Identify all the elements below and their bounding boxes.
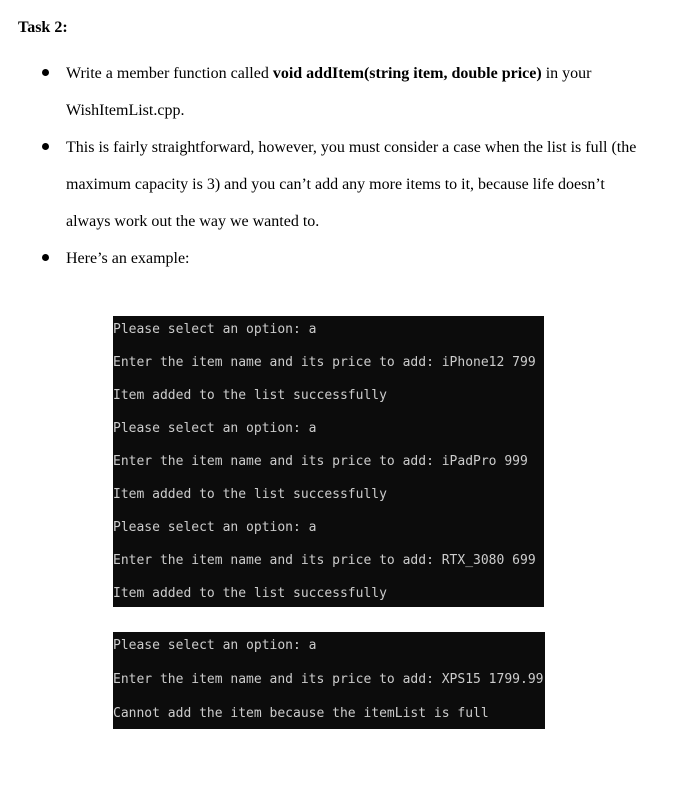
bullet-item-example — [0, 240, 678, 277]
bullet-line: maximum capacity is 3) and you can’t add any more items to it, because life doesn’t — [66, 176, 605, 193]
bullet-line: WishItemList.cpp. — [66, 102, 185, 119]
bullet-dot-icon — [42, 143, 49, 150]
console-line: Please select an option: a — [113, 421, 317, 436]
bullet-line: This is fairly straightforward, however, you must consider a case when the list is full (the — [66, 139, 637, 156]
console-line: Enter the item name and its price to add: iPadPro 999 — [113, 454, 528, 469]
console-output-full-list — [113, 632, 545, 729]
console-output-success — [113, 316, 544, 607]
console-line: Cannot add the item because the itemList is full — [113, 706, 489, 721]
console-line: Please select an option: a — [113, 322, 317, 337]
console-line: Item added to the list successfully — [113, 388, 387, 403]
bullet-line — [66, 55, 658, 92]
bullet-text-after: in your — [541, 65, 592, 82]
bullet-text-before: Write a member function called — [66, 65, 273, 82]
console-line: Enter the item name and its price to add: XPS15 1799.99 — [113, 672, 544, 687]
task-bullet-list — [0, 55, 678, 277]
bullet-dot-icon — [42, 69, 49, 76]
task-heading: Task 2: — [18, 19, 68, 36]
console-line: Please select an option: a — [113, 520, 317, 535]
console-line: Item added to the list successfully — [113, 586, 387, 601]
bullet-line: Here’s an example: — [66, 250, 190, 267]
bullet-dot-icon — [42, 254, 49, 261]
function-signature: void addItem(string item, double price) — [272, 65, 542, 82]
console-line: Item added to the list successfully — [113, 487, 387, 502]
bullet-text — [66, 129, 658, 240]
console-line: Please select an option: a — [113, 638, 317, 653]
bullet-text — [66, 240, 658, 277]
console-line: Enter the item name and its price to add: iPhone12 799 — [113, 355, 536, 370]
bullet-item-full-list — [0, 129, 678, 240]
bullet-text — [66, 55, 658, 129]
console-line: Enter the item name and its price to add: RTX_3080 699 — [113, 553, 536, 568]
bullet-line: always work out the way we wanted to. — [66, 213, 320, 230]
bullet-item-add-item — [0, 55, 678, 129]
